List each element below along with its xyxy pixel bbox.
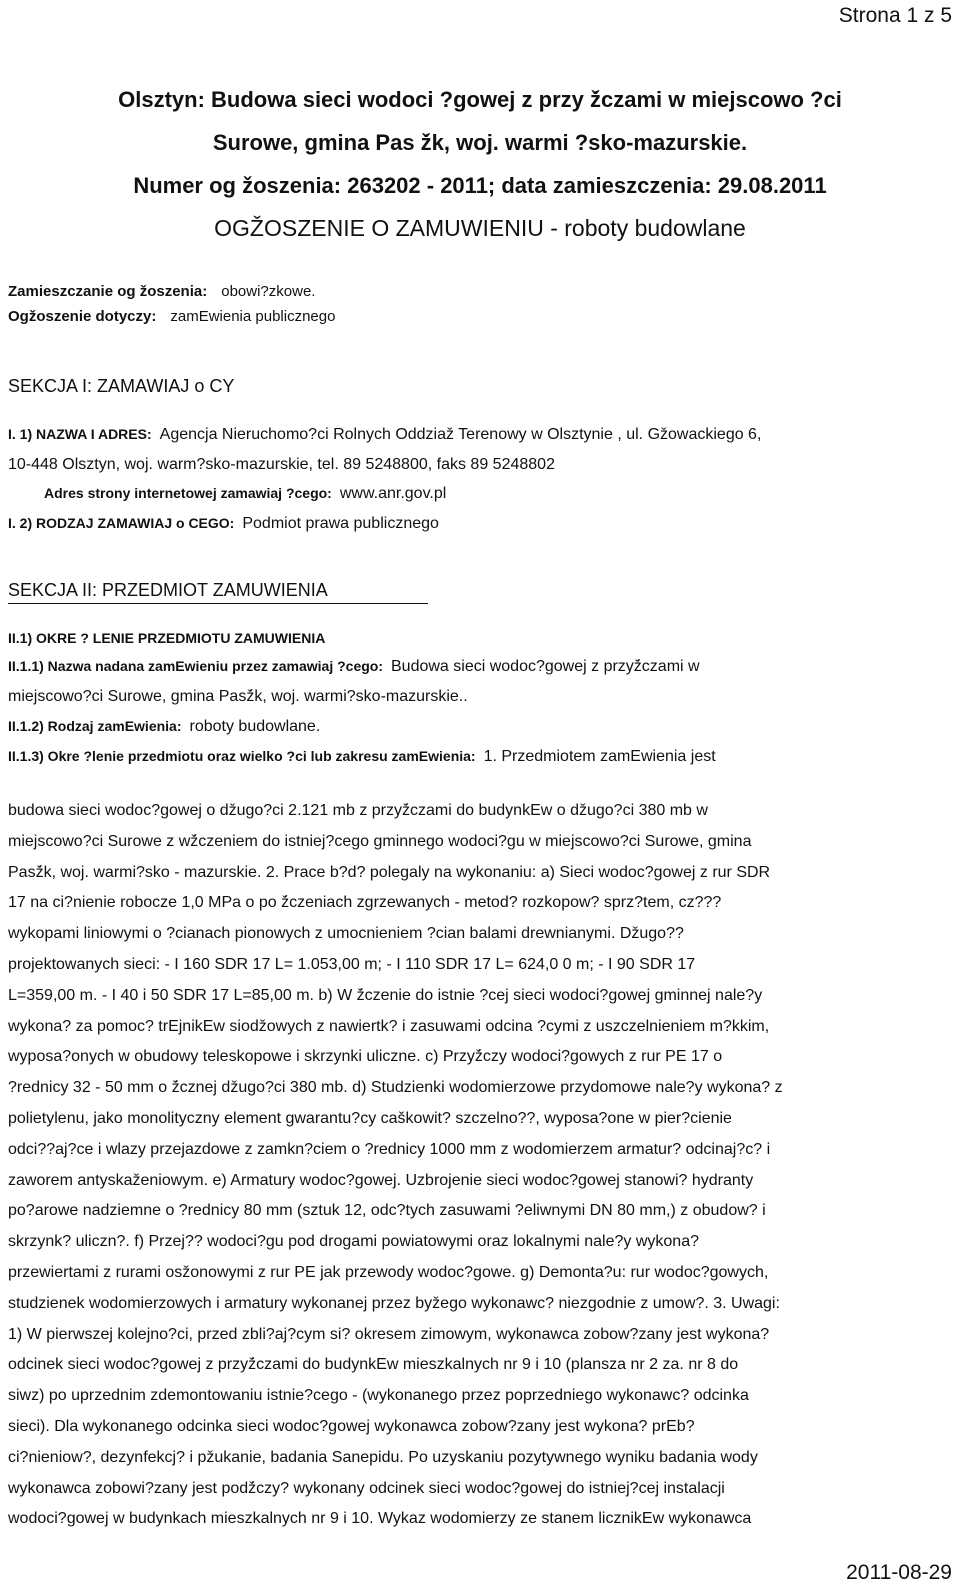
ii12-label: II.1.2) Rodzaj zamEwienia:	[8, 718, 182, 734]
description-line: Pasž́k, woj. warmi?sko - mazurskie. 2. Prace b?d? polegaly na wykonaniu: a) Sieci wodoc?gowej z rur SDR	[8, 863, 771, 881]
title-line-3: Numer og žoszenia: 263202 - 2011; data zamieszczenia: 29.08.2011	[133, 173, 827, 198]
authority-type-row	[8, 515, 439, 533]
contract-name-line-2: miejscowo?ci Surowe, gmina Pasž́k, woj. warmi?sko-mazurskie..	[8, 688, 468, 705]
description-line: miejscowo?ci Surowe z wž́czeniem do istniej?cego gminnego wodoci?gu w miejscowo?ci Surowe, gmina	[8, 832, 752, 850]
i1-label: I. 1) NAZWA I ADRES:	[8, 426, 152, 442]
i2-value: Podmiot prawa publicznego	[242, 515, 439, 532]
description-line: sieci). Dla wykonanego odcinka sieci wodoc?gowej wykonawca zobow?zany jest wykona? prEb?	[8, 1417, 695, 1435]
description-line: ?rednicy 32 - 50 mm o ž́cznej džugo?ci 380 mb. d) Studzienki wodomierzowe przydomowe nale?y wykona? z	[8, 1079, 783, 1097]
notice-type: OGŽOSZENIE O ZAMUWIENIU - roboty budowlane	[214, 215, 746, 241]
contracting-authority-name	[8, 426, 761, 444]
i1-value: Agencja Nieruchomo?ci Rolnych Oddziaž Terenowy w Olsztynie , ul. Gžowackiego 6,	[159, 426, 762, 443]
description-line: po?arowe nadziemne o ?rednicy 80 mm (sztuk 12, odc?tych zasuwami ?eliwnymi DN 80 mm,) z obudow? i	[8, 1202, 766, 1220]
section-1-heading: SEKCJA I: ZAMAWIAJ o CY	[8, 376, 235, 396]
description-line: wykona? za pomoc? trEjnikEw siodžowych z nawiertk? i zasuwami odcina ?cymi z uszczelnieniem m?kkim,	[8, 1017, 770, 1035]
description-line: odci??aj?ce i wlazy przejazdowe z zamkn?ciem o ?rednicy 1000 mm z wodomierzem armatur? odcinaj?c? i	[8, 1140, 771, 1158]
page-number: Strona 1 z 5	[838, 4, 952, 27]
footer-date: 2011-08-29	[846, 1561, 952, 1584]
ii1-heading	[8, 630, 333, 648]
description-line: 17 na ci?nienie robocze 1,0 MPa o po ž́czeniach zgrzewanych - metod? rozkopow? sprz?tem, cz???	[8, 894, 722, 912]
section-2-heading: SEKCJA II: PRZEDMIOT ZAMUWIENIA	[8, 580, 428, 604]
description-line: skrzynk? uliczn?. f) Przej?? wodoci?gu pod drogami powiatowymi oraz lokalnymi nale?y wykona?	[8, 1233, 699, 1251]
scope-description	[8, 796, 954, 1535]
posting-value: obowi?zkowe.	[221, 283, 316, 300]
ii11-value: Budowa sieci wodoc?gowej z przyž́czami w	[391, 658, 700, 675]
ii12-value: roboty budowlane.	[189, 718, 321, 735]
description-line: zaworem antyskaženiowym. e) Armatury wodoc?gowej. Uzbrojenie sieci wodoc?gowej stanowi? hydranty	[8, 1171, 754, 1189]
title-line-2: Surowe, gmina Pas ž́k, woj. warmi ?sko-mazurskie.	[212, 130, 748, 155]
description-line: L=359,00 m. - I 40 i 50 SDR 17 L=85,00 m. b) W ž́czenie do istnie ?cej sieci wodoci?gowej gminnej nale?y	[8, 986, 763, 1004]
i2-label: I. 2) RODZAJ ZAMAWIAJ o CEGO:	[8, 515, 235, 531]
description-line: 1) W pierwszej kolejno?ci, przed zbli?aj?cym si? okresem zimowym, wykonawca zobow?zany jest wykona?	[8, 1325, 770, 1343]
title-line-1: Olsztyn: Budowa sieci wodoci ?gowej z przy ž́czami w miejscowo ?ci	[118, 87, 842, 112]
ii13-label: II.1.3) Okre ?lenie przedmiotu oraz wielko ?ci lub zakresu zamEwienia:	[8, 748, 476, 764]
ii13-value: 1. Przedmiotem zamEwienia jest	[483, 748, 716, 765]
ii11-label: II.1.1) Nazwa nadana zamEwieniu przez zamawiaj ?cego:	[8, 658, 383, 674]
contract-type-row	[8, 718, 320, 736]
posting-label: Zamieszczanie og žoszenia:	[8, 283, 208, 300]
website-row	[44, 485, 446, 503]
description-line: wodoci?gowej w budynkach mieszkalnych nr 9 i 10. Wykaz wodomierzy ze stanem licznikEw wykonawca	[8, 1510, 752, 1528]
description-line: polietylenu, jako monolityczny element gwarantu?cy caškowit? szczelno??, wyposa?one w pier?cienie	[8, 1109, 732, 1127]
description-line: budowa sieci wodoc?gowej o džugo?ci 2.121 mb z przyž́czami do budynkEw o džugo?ci 380 mb w	[8, 802, 708, 819]
contract-name-row	[8, 658, 700, 676]
description-line: projektowanych sieci: - I 160 SDR 17 L= 1.053,00 m; - I 110 SDR 17 L= 624,0 0 m; - I 90 SDR 17	[8, 955, 696, 973]
concerns-row	[8, 308, 335, 325]
description-line: przewiertami z rurami osžonowymi z rur PE jak przewody wodoc?gowe. g) Demonta?u: rur wodoc?gowych,	[8, 1263, 769, 1281]
description-line: wykopami liniowymi o ?cianach pionowych z umocnieniem ?cian balami drewnianymi. Džugo??	[8, 925, 684, 943]
ii1-label: II.1) OKRE ? LENIE PRZEDMIOTU ZAMUWIENIA	[8, 630, 326, 646]
notice-title	[0, 78, 960, 250]
description-line: wyposa?onych w obudowy teleskopowe i skrzynki uliczne. c) Przyž́czy wodoci?gowych z rur PE 17 o	[8, 1048, 723, 1066]
contract-scope-row	[8, 748, 716, 766]
description-line: siwz) po uprzednim zdemontowaniu istnie?cego - (wykonanego przez poprzedniego wykonawc? odcinka	[8, 1387, 749, 1405]
concerns-value: zamEwienia publicznego	[170, 308, 336, 325]
concerns-label: Ogžoszenie dotyczy:	[8, 308, 157, 325]
description-line: odcinek sieci wodoc?gowej z przyž́czami do budynkEw mieszkalnych nr 9 i 10 (plansza nr 2 za. nr 8 do	[8, 1356, 739, 1374]
website-label: Adres strony internetowej zamawiaj ?cego:	[44, 485, 332, 501]
website-link[interactable]: www.anr.gov.pl	[339, 485, 447, 502]
description-line: wykonawca zobowi?zany jest podž́czy? wykonany odcinek sieci wodoc?gowej do istniej?cej instalacji	[8, 1479, 725, 1497]
posting-row	[8, 283, 315, 300]
description-line: ci?nieniow?, dezynfekcj? i pžukanie, badania Sanepidu. Po uzyskaniu pozytywnego wyniku badania wody	[8, 1448, 758, 1466]
description-line: studzienek wodomierzowych i armatury wykonanej przez byžego wykonawc? niezgodnie z umow?. 3. Uwagi:	[8, 1294, 780, 1312]
contracting-authority-address: 10-448 Olsztyn, woj. warm?sko-mazurskie, tel. 89 5248800, faks 89 5248802	[8, 456, 555, 473]
